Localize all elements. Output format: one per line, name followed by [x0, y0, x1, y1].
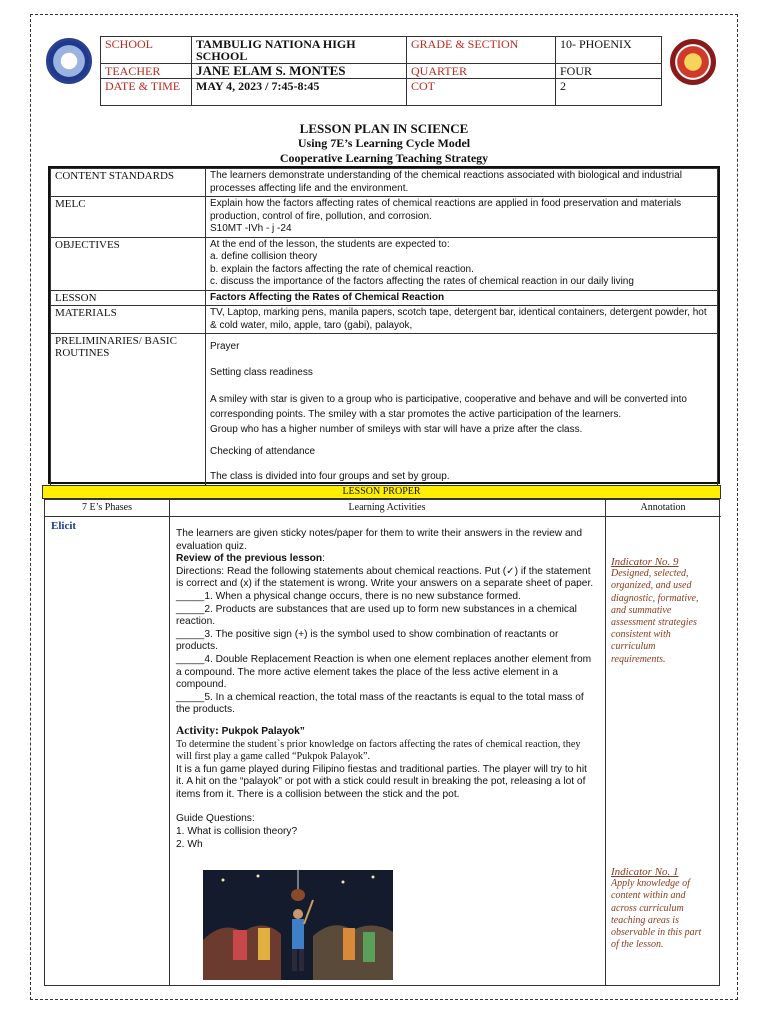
page-title: LESSON PLAN IN SCIENCE [299, 121, 469, 136]
subtitle-strategy: Cooperative Learning Teaching Strategy [279, 151, 489, 165]
objectives-label: OBJECTIVES [51, 237, 206, 290]
activity-text: To determine the student`s prior knowledge on factors affecting the rates of chemical reaction, they will first play a game called “Pukpok Palayok”. [176, 738, 581, 763]
annotation-indicator-1 [611, 866, 711, 951]
lesson-label: LESSON [51, 290, 206, 306]
header-table [100, 36, 662, 106]
prelim-divided: The class is divided into four groups and set by group. [210, 471, 450, 482]
cot-value: 2 [556, 79, 662, 106]
school-label: SCHOOL [101, 37, 192, 64]
sticky-notes-text: The learners are given sticky notes/paper for them to write their answers in the review and evaluation quiz. [176, 528, 582, 552]
objectives-intro: At the end of the lesson, the students are expected to: [210, 238, 450, 250]
melc-code: S10MT -IVh - j -24 [210, 223, 292, 234]
prelim-attendance: Checking of attendance [210, 445, 316, 457]
review-directions: Directions: Read the following statements about chemical reactions. Put (✓) if the statement is correct and (x) if the statement is wrong. Write your answers on a separate sheet of paper. [176, 565, 594, 590]
column-divider [169, 500, 170, 985]
col-activities: Learning Activities [169, 500, 605, 517]
content-standards-label: CONTENT STANDARDS [51, 169, 206, 197]
pukpok-palayok-photo [203, 870, 393, 980]
phase-elicit: Elicit [51, 520, 77, 532]
teacher-value: JANE ELAM S. MONTES [192, 64, 407, 79]
lesson-proper-bar: LESSON PROPER [42, 485, 721, 499]
review-item: _____1. When a physical change occurs, there is no new substance formed. [176, 590, 521, 602]
prelim-group: Group who has a higher number of smileys with star will have a prize after the class. [210, 424, 583, 435]
date-label: DATE & TIME [101, 79, 192, 106]
objective-item: c. discuss the importance of the factors affecting the rates of chemical reaction in our daily living [210, 276, 634, 287]
objective-item: b. explain the factors affecting the rate of chemical reaction. [210, 263, 474, 275]
title-block [0, 121, 768, 166]
subtitle-model: Using 7E’s Learning Cycle Model [297, 136, 471, 150]
annotation-title: Indicator No. 9 [611, 556, 679, 568]
school-seal-logo [670, 39, 716, 85]
annotation-indicator-9 [611, 556, 711, 666]
melc-text: Explain how the factors affecting rates of chemical reactions are applied in food preservation and materials production, control of fire, pollution, and corrosion. [210, 198, 682, 222]
melc-value [206, 197, 718, 238]
activity-label: Activity: [176, 724, 219, 737]
column-divider [605, 500, 606, 985]
prelim-label: PRELIMINARIES/ BASIC ROUTINES [51, 334, 206, 487]
objective-item: a. define collision theory [210, 251, 318, 262]
prelim-setting: Setting class readiness [210, 366, 313, 378]
annotation-text: Apply knowledge of content within and across curriculum teaching areas is observable in this part of the lesson. [611, 878, 702, 951]
annotation-title: Indicator No. 1 [611, 866, 679, 878]
date-value: MAY 4, 2023 / 7:45-8:45 [192, 79, 407, 106]
lesson-info-table [48, 166, 720, 484]
prelim-prayer: Prayer [210, 341, 240, 352]
teacher-label: TEACHER [101, 64, 192, 79]
guide-question: 2. Wh [176, 838, 203, 850]
objectives-value [206, 237, 718, 290]
lesson-proper-table [44, 499, 720, 986]
prelim-value [206, 334, 718, 487]
materials-label: MATERIALS [51, 306, 206, 334]
materials-value: TV, Laptop, marking pens, manila papers, scotch tape, detergent bar, identical containers, detergent powder, hot & cold water, milo, apple, taro (gabi), palayok, [206, 306, 718, 334]
grade-label: GRADE & SECTION [407, 37, 556, 64]
review-item: _____4. Double Replacement Reaction is when one element replaces another element from a compound. The more active element takes the place of the less active element in a compound. [176, 653, 592, 691]
content-standards-value: The learners demonstrate understanding of the chemical reactions associated with biological and industrial processes affecting life and the environment. [206, 169, 718, 197]
activity-name: Pukpok Palayok” [221, 725, 305, 737]
lesson-value: Factors Affecting the Rates of Chemical Reaction [206, 290, 718, 306]
review-item: _____2. Products are substances that are used up to form new substances in a chemical reaction. [176, 603, 577, 628]
guide-question: 1. What is collision theory? [176, 826, 298, 838]
learning-activities [176, 528, 596, 851]
quarter-value: FOUR [556, 64, 662, 79]
grade-value: 10- PHOENIX [556, 37, 662, 64]
prelim-smiley: A smiley with star is given to a group who is participative, cooperative and behave and will be converted into corresponding points. The smiley with a star promotes the active participation of the learners. [210, 394, 687, 420]
photo-scene [203, 870, 393, 980]
col-annotation: Annotation [605, 500, 721, 517]
review-colon: : [322, 553, 325, 565]
review-heading: Review of the previous lesson [176, 553, 323, 565]
school-value: TAMBULIG NATIONA HIGH SCHOOL [192, 37, 407, 64]
activity-description: It is a fun game played during Filipino fiestas and traditional parties. The player will try to hit it. A hit on the “palayok” or pot with a stick could result in breaking the pot, releasing a lot of items from it. There is a collision between the stick and the pot. [176, 763, 587, 800]
col-phases: 7 E’s Phases [45, 500, 169, 517]
quarter-label: QUARTER [407, 64, 556, 79]
annotation-text: Designed, selected, organized, and used diagnostic, formative, and summative assessment strategies consistent with curriculum requirements. [611, 568, 699, 665]
cot-label: COT [407, 79, 556, 106]
deped-seal-logo [46, 38, 92, 84]
review-item: _____5. In a chemical reaction, the total mass of the reactants is equal to the total mass of the products. [176, 691, 584, 716]
review-item: _____3. The positive sign (+) is the symbol used to show combination of reactants or products. [176, 628, 559, 653]
guide-questions-heading: Guide Questions: [176, 813, 255, 825]
melc-label: MELC [51, 197, 206, 238]
